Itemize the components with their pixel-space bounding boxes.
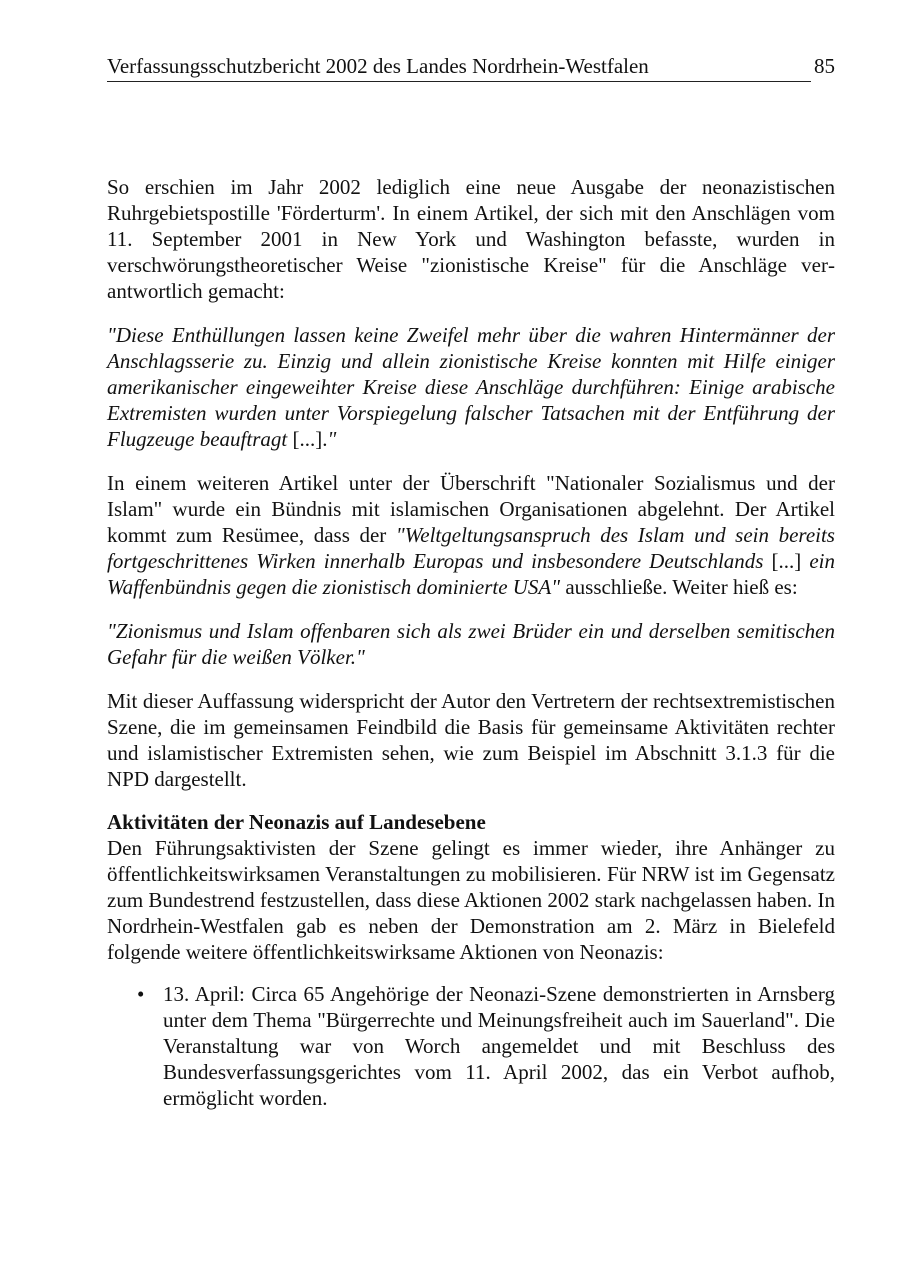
paragraph-aktivitaeten: Den Führungsaktivisten der Szene gelingt es immer wieder, ihre Anhänger zu öffentlichkeitswirksamen Veranstaltungen zu mobilisieren. Für NRW ist im Gegensatz zum Bundestrend festzustellen, dass diese Aktionen 2002 stark nachgelassen haben. In Nordrhein-Westfalen gab es neben der Demonstration am 2. März in Bielefeld folgende weitere öffentlichkeitswirksame Aktionen von Neonazis: [107,836,835,964]
quote-anschlaege-ellipsis: [...]. [287,427,328,451]
page-header [107,50,835,84]
header-rule [107,81,811,82]
quote-anschlaege-close: " [327,427,337,451]
running-title: Verfassungsschutzbericht 2002 des Landes Nordrhein-Westfalen [107,54,649,78]
page-number: 85 [814,54,835,78]
quote-zionismus [107,618,835,670]
page-body [107,174,835,1111]
list-item [107,981,835,1111]
paragraph-foerderturm: So erschien im Jahr 2002 lediglich eine neue Ausgabe der neonazistischen Ruhrgebietspostille 'Förderturm'. In einem Artikel, der sich mit den Anschlägen vom 11. September 2001 in New York und Washington befasste, wurden in verschwörungstheoretischer Weise "zionistische Kreise" für die Anschläge verantwortlich gemacht: [107,175,835,303]
paragraph-islam-text-2: [...] [763,549,810,573]
paragraph-islam-text-1: In einem weiteren Artikel unter der Überschrift "Nationaler Sozialismus und der Islam" wurde ein Bündnis mit islamischen Organisationen abgelehnt. Der Artikel kommt zum Resümee, dass der [107,471,835,547]
list-item-text: 13. April: Circa 65 Angehörige der Neonazi-Szene demonstrierten in Arnsberg unter dem Thema "Bürgerrechte und Meinungsfreiheit auch im Sauerland". Die Veranstaltung war von Worch angemeldet und mit Beschluss des Bundesverfassungsgerichtes vom 11. April 2002, das ein Verbot aufhob, ermöglicht worden. [163,982,835,1110]
paragraph-islam-quote-1: "Weltgeltungsanspruch des Islam und sein bereits fortgeschrittenes Wirken innerhalb Europas und insbesondere Deutschlands [107,523,835,573]
quote-anschlaege-text: "Diese Enthüllungen lassen keine Zweifel mehr über die wahren Hintermänner der Anschlagsserie zu. Einzig und allein zionistische Kreise konnten mit Hilfe einiger amerikanischer eingeweihter Kreise diese Anschläge durchführen: Einige arabische Extremisten wurden unter Vorspiegelung falscher Tatsachen mit der Entführung der Flugzeuge beauftragt [107,323,835,451]
bullet-list [107,981,835,1111]
paragraph-auffassung: Mit dieser Auffassung widerspricht der Autor den Vertretern der rechtsextremistischen Szene, die im gemeinsamen Feindbild die Basis für gemeinsame Aktivitäten rechter und islamistischer Extremisten sehen, wie zum Beispiel im Abschnitt 3.1.3 für die NPD dargestellt. [107,689,835,791]
paragraph-islam-quote-2: ein Waffenbündnis gegen die zionistisch dominierte USA" [107,549,835,599]
paragraph-islam-text-3: ausschließe. Weiter hieß es: [560,575,798,599]
quote-zionismus-text: "Zionismus und Islam offenbaren sich als zwei Brüder ein und derselben semitischen Gefahr für die weißen Völker." [107,619,835,669]
bullet-icon: • [137,982,145,1006]
section-heading: Aktivitäten der Neonazis auf Landesebene [107,810,486,834]
quote-anschlaege [107,322,835,452]
paragraph-islam [107,470,835,600]
